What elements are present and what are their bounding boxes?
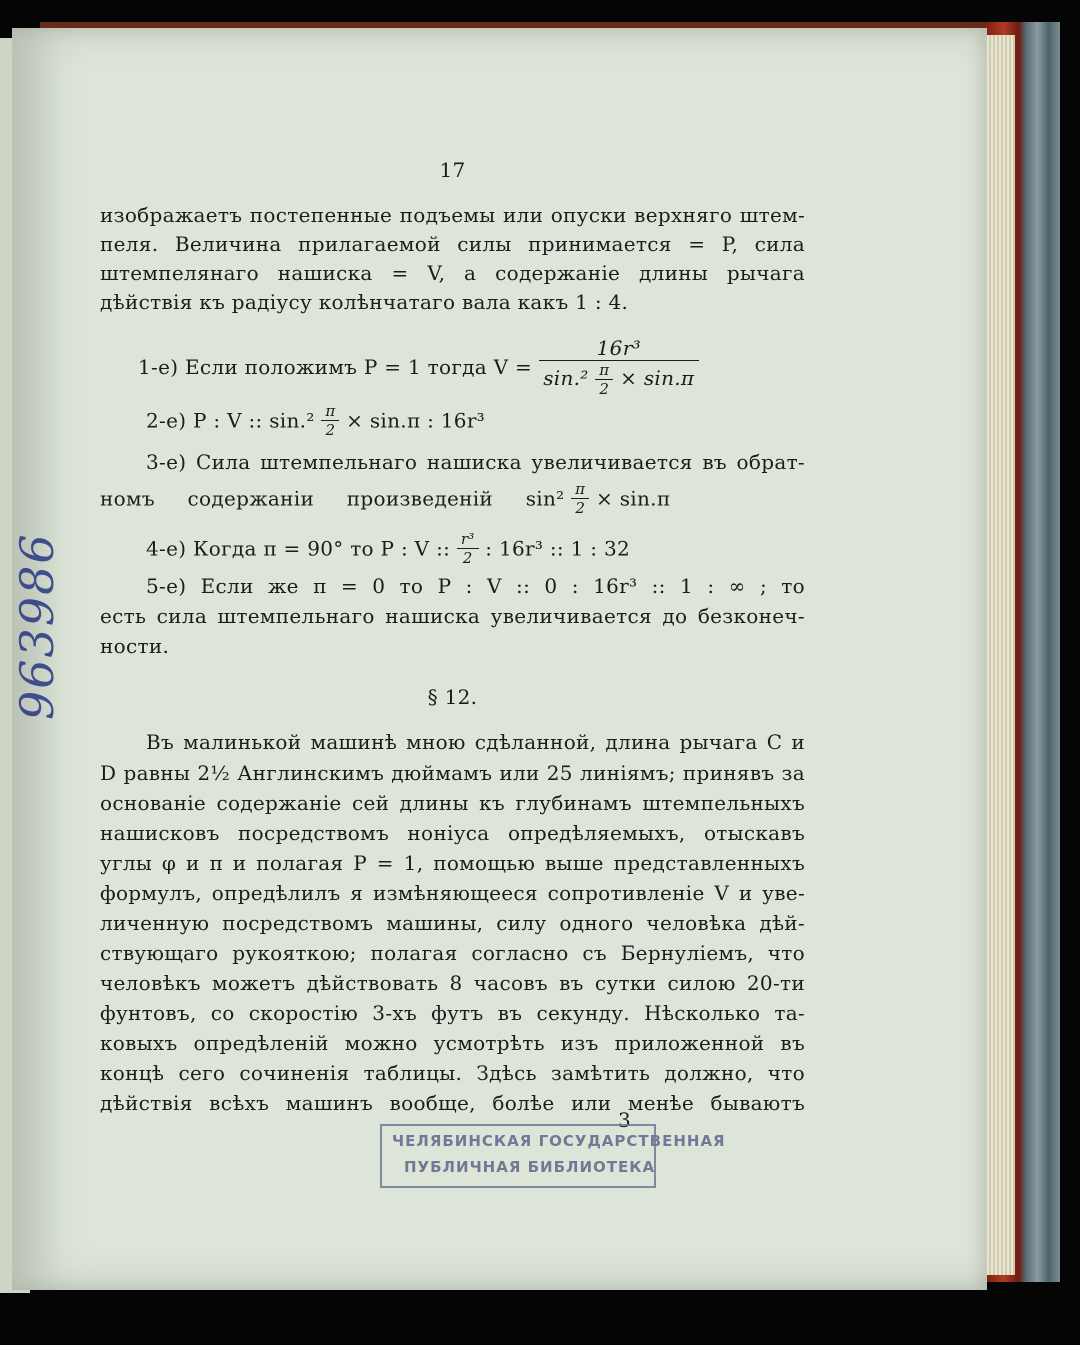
formula-tail: × sin.π bbox=[596, 486, 671, 511]
stamp-line-1: ЧЕЛЯБИНСКАЯ ГОСУДАРСТВЕННАЯ bbox=[392, 1132, 726, 1150]
fraction-denominator bbox=[539, 361, 699, 398]
inner-fraction bbox=[595, 361, 613, 398]
text-line: 3-е) Сила штемпельнаго нашиска увеличивается въ обрат- bbox=[146, 450, 805, 474]
text-line: фунтовъ, со скоростiю 3-хъ футъ въ секунду. Нѣсколько та- bbox=[100, 1001, 805, 1025]
text-line: пеля. Величина прилагаемой силы принимается = P, сила bbox=[100, 232, 805, 256]
denominator-part: sin.² bbox=[543, 366, 596, 390]
formula-tail: : 16r³ :: 1 : 32 bbox=[485, 536, 631, 561]
text-line: нашисковъ посредствомъ нонiуса опредѣляемыхъ, отыскавъ bbox=[100, 821, 805, 845]
library-stamp bbox=[380, 1124, 726, 1188]
denominator-part: × sin.π bbox=[620, 366, 695, 390]
inline-fraction bbox=[321, 402, 339, 439]
text-line: ствующаго рукояткою; полагая согласно съ Бернулiемъ, что bbox=[100, 941, 805, 965]
fraction-numerator: r³ bbox=[457, 530, 479, 549]
page-number: 17 bbox=[439, 158, 466, 182]
formula-item-4 bbox=[146, 530, 786, 567]
formula-fraction bbox=[539, 336, 699, 398]
text-line: личенную посредствомъ машины, силу одного человѣка дѣй- bbox=[100, 911, 805, 935]
inner-denominator: 2 bbox=[599, 380, 610, 398]
text-line: углы φ и π и полагая P = 1, помощью выше представленныхъ bbox=[100, 851, 805, 875]
formula-label: номъ содержанiи произведенiй sin² bbox=[100, 486, 565, 511]
fraction-denominator: 2 bbox=[462, 549, 473, 567]
formula-label: 2-е) P : V :: sin.² bbox=[146, 408, 315, 433]
text-line: концѣ сего сочиненiя таблицы. Здѣсь замѣтить должно, что bbox=[100, 1061, 805, 1085]
text-line: есть сила штемпельнаго нашиска увеличивается до безконеч- bbox=[100, 604, 805, 628]
section-heading: § 12. bbox=[427, 685, 478, 709]
fraction-numerator: π bbox=[571, 480, 589, 499]
fraction-numerator: π bbox=[321, 402, 339, 421]
formula-label: 1-е) Если положимъ P = 1 тогда V = bbox=[138, 355, 533, 379]
text-line: основанiе содержанiе сей длины къ глубинамъ штемпельныхъ bbox=[100, 791, 805, 815]
text-line: D равны 2½ Англинскимъ дюймамъ или 25 линiямъ; принявъ за bbox=[100, 761, 805, 785]
text-line: 5-е) Если же π = 0 то P : V :: 0 : 16r³ :: 1 : ∞ ; то bbox=[146, 574, 805, 598]
inner-numerator: π bbox=[595, 361, 613, 380]
fraction-denominator: 2 bbox=[325, 421, 336, 439]
text-line: дѣйствiя всѣхъ машинъ вообще, болѣе или менѣе бываютъ bbox=[100, 1091, 805, 1115]
formula-tail: × sin.π : 16r³ bbox=[346, 408, 485, 433]
stamp-line-2: ПУБЛИЧНАЯ БИБЛИОТЕКА bbox=[404, 1158, 656, 1176]
text-line: штемпелянаго нашиска = V, а содержанiе длины рычага bbox=[100, 261, 805, 285]
inline-fraction bbox=[457, 530, 479, 567]
fraction-numerator: 16r³ bbox=[539, 336, 699, 361]
inline-fraction bbox=[571, 480, 589, 517]
text-line: Въ малинькой машинѣ мною сдѣланной, длина рычага C и bbox=[146, 730, 805, 754]
formula-label: 4-е) Когда π = 90° то P : V :: bbox=[146, 536, 451, 561]
text-line: дѣйствiя къ радiусу колѣнчатаго вала какъ 1 : 4. bbox=[100, 290, 629, 314]
inventory-number: 963986 bbox=[10, 532, 64, 720]
fraction-denominator: 2 bbox=[575, 499, 586, 517]
text-line: человѣкъ можетъ дѣйствовать 8 часовъ въ сутки силою 20-ти bbox=[100, 971, 805, 995]
formula-item-3 bbox=[100, 480, 805, 517]
signature-mark: 3 bbox=[618, 1108, 632, 1132]
formula-item-1 bbox=[138, 336, 778, 398]
text-line: изображаетъ постепенные подъемы или опуски верхняго штем- bbox=[100, 203, 805, 227]
text-line: ности. bbox=[100, 634, 170, 658]
text-line: формулъ, опредѣлилъ я измѣняющееся сопротивленiе V и уве- bbox=[100, 881, 805, 905]
text-line: ковыхъ опредѣленiй можно усмотрѣть изъ приложенной въ bbox=[100, 1031, 805, 1055]
formula-item-2 bbox=[146, 402, 746, 439]
